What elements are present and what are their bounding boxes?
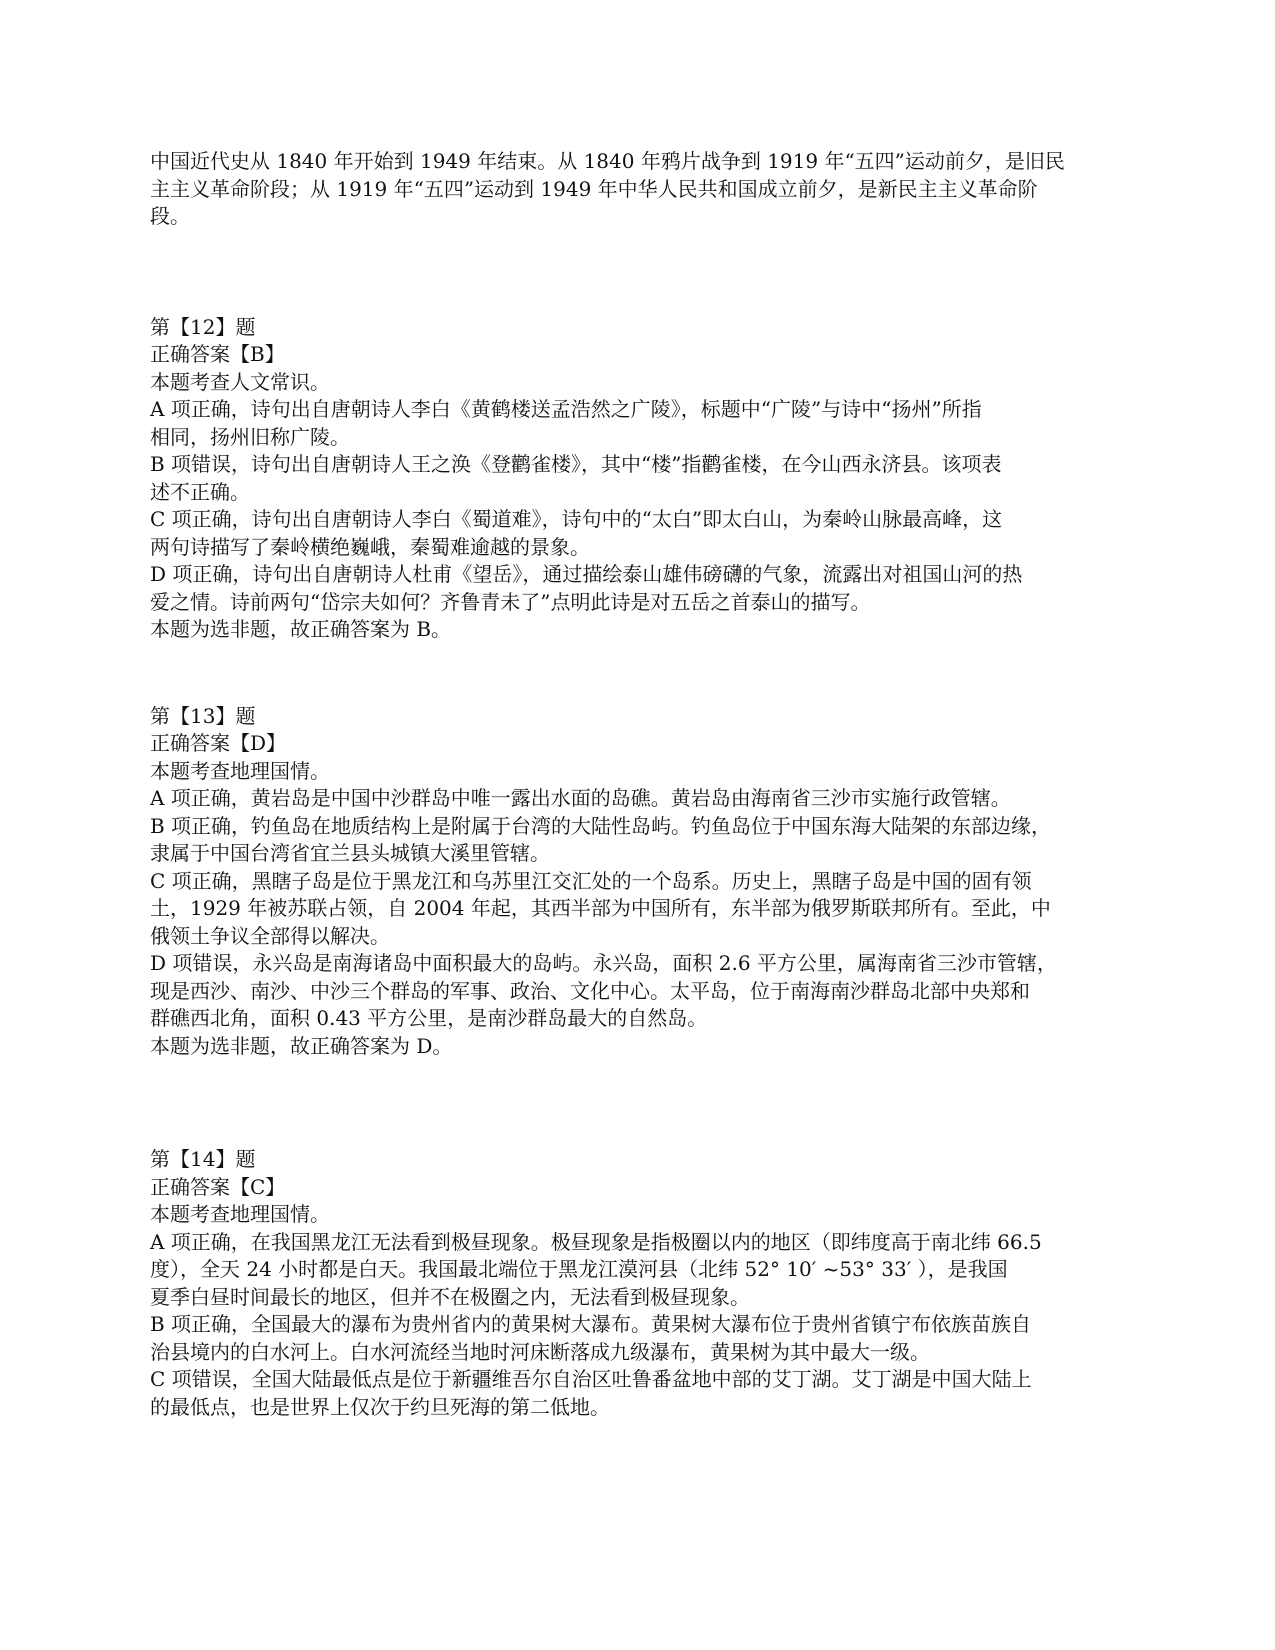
text-line: 群礁西北角，面积 0.43 平方公里，是南沙群岛最大的自然岛。 [150, 1006, 708, 1030]
text-line: 的最低点，也是世界上仅次于约旦死海的第二低地。 [150, 1394, 610, 1419]
correct-answer: 正确答案【D】 [150, 731, 287, 755]
text-line: 主主义革命阶段；从 1919 年“五四”运动到 1949 年中华人民共和国成立前夕，是新民主主义革命阶 [150, 176, 1038, 201]
text-line: B 项正确，钓鱼岛在地质结构上是附属于台湾的大陆性岛屿。钓鱼岛位于中国东海大陆架的东部边缘， [150, 813, 1052, 838]
text-line: C 项正确，黑瞎子岛是位于黑龙江和乌苏里江交汇处的一个岛系。历史上，黑瞎子岛是中国的固有领 [150, 868, 1032, 893]
text-line: D 项错误，永兴岛是南海诸岛中面积最大的岛屿。永兴岛，面积 2.6 平方公里，属海南省三沙市管辖， [150, 951, 1057, 975]
text-line: 现是西沙、南沙、中沙三个群岛的军事、政治、文化中心。太平岛，位于南海南沙群岛北部中央郑和 [150, 978, 1030, 1003]
text-line: B 项正确，全国最大的瀑布为贵州省内的黄果树大瀑布。黄果树大瀑布位于贵州省镇宁布依族苗族自 [150, 1312, 1032, 1336]
text-line: 土，1929 年被苏联占领，自 2004 年起，其西半部为中国所有，东半部为俄罗斯联邦所有。至此，中 [150, 896, 1051, 920]
text-line: 夏季白昼时间最长的地区，但并不在极圈之内，无法看到极昼现象。 [150, 1284, 750, 1309]
text-line: A 项正确，黄岩岛是中国中沙群岛中唯一露出水面的岛礁。黄岩岛由海南省三沙市实施行政管辖。 [150, 786, 1011, 810]
question-title: 第【12】题 [150, 314, 256, 339]
text-line: 本题考查地理国情。 [150, 1202, 330, 1226]
text-line: 本题考查人文常识。 [150, 369, 330, 394]
text-line: 中国近代史从 1840 年开始到 1949 年结束。从 1840 年鸦片战争到 1919 年“五四”运动前夕，是旧民 [150, 149, 1065, 173]
question-title: 第【13】题 [150, 703, 256, 728]
text-line: C 项正确，诗句出自唐朝诗人李白《蜀道难》，诗句中的“太白”即太白山，为秦岭山脉最高峰，这 [150, 507, 1003, 531]
correct-answer: 正确答案【B】 [150, 342, 285, 366]
document-page [150, 148, 1130, 1421]
text-line: 相同，扬州旧称广陵。 [150, 424, 350, 449]
text-line: 俄领土争议全部得以解决。 [150, 923, 390, 948]
question-title: 第【14】题 [150, 1147, 256, 1171]
text-line: 隶属于中国台湾省宜兰县头城镇大溪里管辖。 [150, 841, 550, 865]
text-line: 度），全天 24 小时都是白天。我国最北端位于黑龙江漠河县（北纬 52° 10′ ~53° 33′ ），是我国 [150, 1257, 1008, 1281]
text-line: 爱之情。诗前两句“岱宗夫如何？齐鲁青未了”点明此诗是对五岳之首泰山的描写。 [150, 589, 871, 614]
text-line: D 项正确，诗句出自唐朝诗人杜甫《望岳》，通过描绘泰山雄伟磅礴的气象，流露出对祖国山河的热 [150, 562, 1023, 586]
text-line: 本题为选非题，故正确答案为 D。 [150, 1033, 453, 1058]
text-line: 本题考查地理国情。 [150, 758, 330, 783]
intro-paragraph [150, 148, 1130, 231]
text-line: 述不正确。 [150, 479, 250, 504]
text-line: 两句诗描写了秦岭横绝巍峨，秦蜀难逾越的景象。 [150, 534, 590, 559]
correct-answer: 正确答案【C】 [150, 1174, 286, 1199]
text-line: C 项错误，全国大陆最低点是位于新疆维吾尔自治区吐鲁番盆地中部的艾丁湖。艾丁湖是中国大陆上 [150, 1367, 1032, 1391]
question-12 [150, 314, 1130, 644]
text-line: 段。 [150, 204, 190, 228]
question-14 [150, 1146, 1130, 1421]
text-line: 治县境内的白水河上。白水河流经当地时河床断落成九级瀑布，黄果树为其中最大一级。 [150, 1339, 930, 1364]
text-line: A 项正确，诗句出自唐朝诗人李白《黄鹤楼送孟浩然之广陵》，标题中“广陵”与诗中“扬州”所指 [150, 397, 982, 421]
text-line: A 项正确，在我国黑龙江无法看到极昼现象。极昼现象是指极圈以内的地区（即纬度高于南北纬 66.5 [150, 1229, 1042, 1254]
text-line: 本题为选非题，故正确答案为 B。 [150, 617, 452, 641]
text-line: B 项错误，诗句出自唐朝诗人王之涣《登鹳雀楼》，其中“楼”指鹳雀楼，在今山西永济县。该项表 [150, 452, 1002, 476]
question-13 [150, 703, 1130, 1061]
